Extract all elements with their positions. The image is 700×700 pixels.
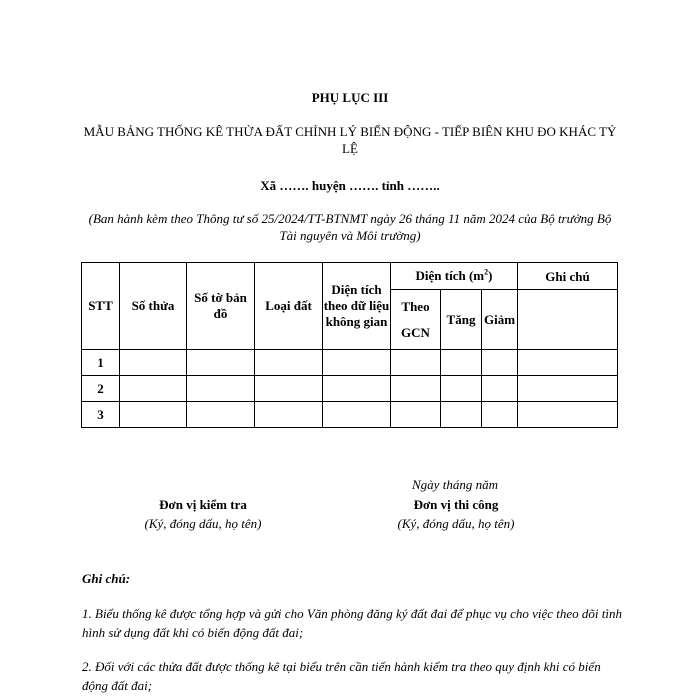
header-area-spatial-data: Diện tích theo dữ liệu không gian: [323, 263, 391, 350]
row-cell: [441, 350, 482, 376]
table-row: [82, 376, 618, 402]
header-stt: STT: [82, 263, 120, 350]
contractor-signature-block: [346, 495, 566, 533]
row-cell: [482, 376, 518, 402]
row-cell: [518, 376, 618, 402]
note-item-1: 1. Biểu thống kê được tổng hợp và gửi cho Văn phòng đăng ký đất đai để phục vụ cho việc theo dõi tình hình sử dụng đất khi có biến động đất đai;: [82, 606, 622, 640]
notes-heading: Ghi chú:: [82, 571, 131, 586]
form-title: MẪU BẢNG THỐNG KÊ THỬA ĐẤT CHỈNH LÝ BIẾN ĐỘNG - TIẾP BIÊN KHU ĐO KHÁC TỶ LỆ: [83, 124, 617, 156]
row-cell: [323, 402, 391, 428]
row-cell: [120, 350, 187, 376]
row-cell: [482, 350, 518, 376]
header-area-gcn-line1: Theo: [401, 298, 430, 314]
header-area-group-end: ): [488, 268, 493, 283]
header-area-group-text: Diện tích (m: [415, 268, 485, 283]
table-row: [82, 350, 618, 376]
locality-line: Xã ……. huyện ……. tỉnh ……..: [260, 178, 440, 193]
row-cell: [518, 402, 618, 428]
row-cell: [255, 402, 323, 428]
header-parcel-no: Số thửa: [120, 263, 187, 350]
parcel-statistics-table: [81, 262, 618, 428]
header-notes: Ghi chú: [518, 263, 618, 290]
header-increase: Tăng: [441, 290, 482, 350]
row-cell: [323, 350, 391, 376]
header-area-gcn-line2: GCN: [401, 324, 430, 340]
header-area-group: [391, 263, 518, 290]
inspector-signature-hint: (Ký, đóng dấu, họ tên): [144, 516, 262, 531]
appendix-title: PHỤ LỤC III: [311, 90, 389, 105]
contractor-title: Đơn vị thi công: [413, 497, 499, 512]
row-stt: 2: [82, 376, 120, 402]
row-cell: [120, 376, 187, 402]
header-map-sheet-no: Số tờ bản đồ: [187, 263, 255, 350]
row-cell: [391, 376, 441, 402]
issuance-note: (Ban hành kèm theo Thông tư số 25/2024/TT-BTNMT ngày 26 tháng 11 năm 2024 của Bộ trưởng Bộ Tài nguyên và Môi trường): [88, 211, 612, 243]
row-stt: 1: [82, 350, 120, 376]
row-cell: [255, 376, 323, 402]
inspector-signature-block: [93, 495, 313, 533]
inspector-title: Đơn vị kiểm tra: [159, 497, 247, 512]
row-cell: [482, 402, 518, 428]
contractor-signature-hint: (Ký, đóng dấu, họ tên): [397, 516, 515, 531]
header-decrease: Giảm: [482, 290, 518, 350]
header-area-group-sup: 2: [484, 267, 489, 277]
header-notes-blank: [518, 290, 618, 350]
header-land-type: Loại đất: [255, 263, 323, 350]
row-cell: [120, 402, 187, 428]
row-cell: [323, 376, 391, 402]
header-area-gcn: [391, 290, 441, 350]
row-stt: 3: [82, 402, 120, 428]
row-cell: [187, 376, 255, 402]
row-cell: [391, 350, 441, 376]
signature-date-line: Ngày tháng năm: [412, 477, 498, 492]
note-item-2: 2. Đối với các thửa đất được thống kê tại biểu trên cần tiến hành kiểm tra theo quy định khi có biến động đất đai;: [82, 659, 601, 693]
row-cell: [391, 402, 441, 428]
row-cell: [441, 402, 482, 428]
table-row: [82, 402, 618, 428]
row-cell: [518, 350, 618, 376]
row-cell: [255, 350, 323, 376]
row-cell: [187, 402, 255, 428]
row-cell: [187, 350, 255, 376]
row-cell: [441, 376, 482, 402]
